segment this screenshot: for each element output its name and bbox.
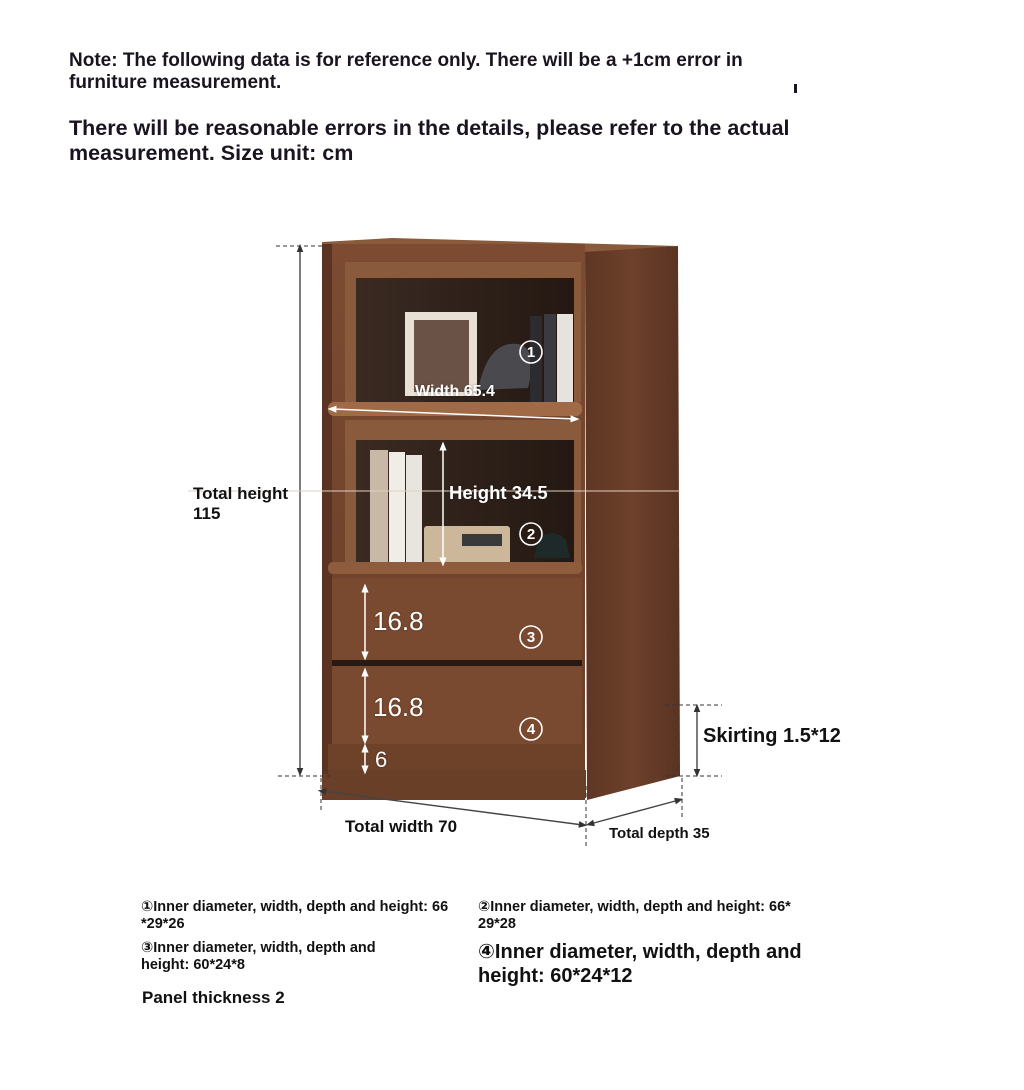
- svg-text:3: 3: [526, 629, 536, 646]
- drawer-4-height-label: 16.8: [373, 692, 424, 722]
- svg-text:1: 1: [526, 344, 536, 361]
- panel-thickness: Panel thickness 2: [142, 988, 285, 1007]
- spec-compartment-2: ②Inner diameter, width, depth and height: 66* 29*28: [478, 899, 791, 933]
- note-measurement-error: Note: The following data is for reference only. There will be a +1cm error in furniture measurement.: [69, 50, 743, 93]
- spec-drawer-4: ④Inner diameter, width, depth and height: 60*24*12: [478, 941, 802, 987]
- svg-text:2: 2: [526, 526, 536, 543]
- spec-drawer-3: ③Inner diameter, width, depth and height: 60*24*8: [141, 940, 376, 974]
- total-height-label: Total height 115: [193, 484, 289, 524]
- inner-width-label: Width 65.4: [415, 383, 495, 400]
- svg-text:4: 4: [526, 721, 536, 738]
- base-height-label: 6: [375, 747, 388, 772]
- compartment-height-label: Height 34.5: [449, 482, 548, 503]
- note-size-unit: There will be reasonable errors in the details, please refer to the actual measurement. Size unit: cm: [69, 116, 790, 165]
- total-width-label: Total width 70: [345, 817, 458, 836]
- cabinet-side-panel: [585, 246, 680, 800]
- spec-compartment-1: ①Inner diameter, width, depth and height: 66 *29*26: [141, 899, 449, 933]
- drawer-3-height-label: 16.8: [373, 606, 424, 636]
- skirting-label: Skirting 1.5*12: [703, 725, 841, 747]
- total-depth-label: Total depth 35: [609, 825, 710, 842]
